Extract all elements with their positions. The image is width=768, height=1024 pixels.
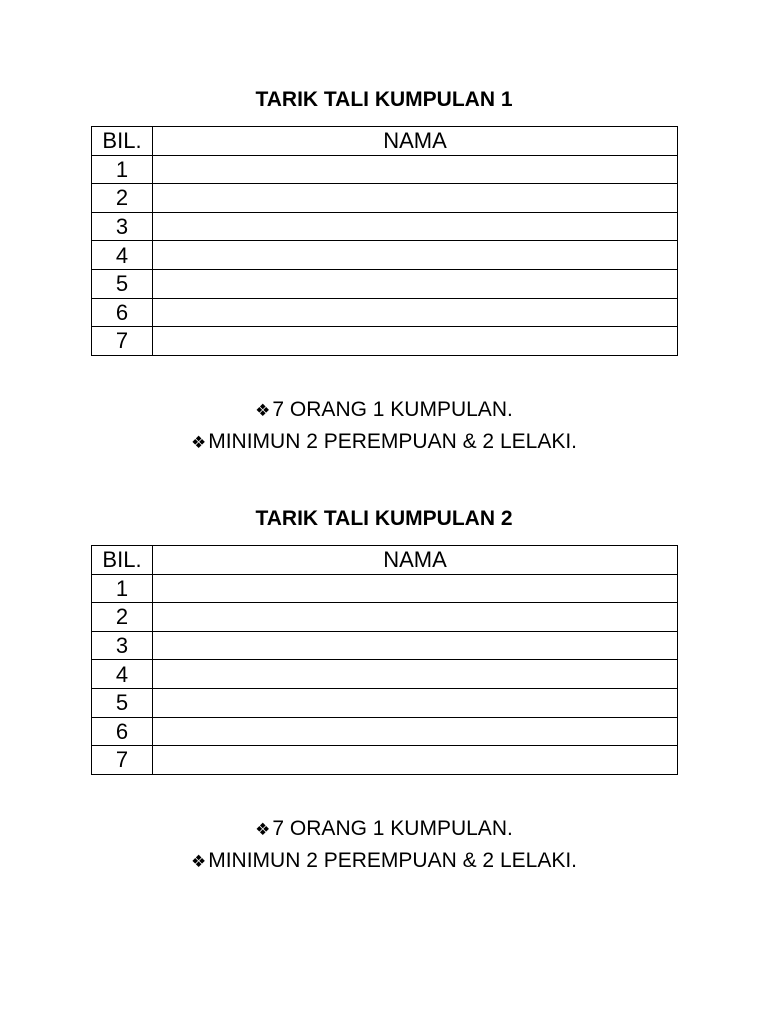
row-number: 3 — [92, 631, 153, 660]
name-cell[interactable] — [153, 660, 678, 689]
name-cell[interactable] — [153, 631, 678, 660]
row-number: 1 — [92, 574, 153, 603]
row-number: 4 — [92, 660, 153, 689]
row-number: 2 — [92, 603, 153, 632]
header-nama: NAMA — [153, 127, 678, 156]
diamond-bullet-icon: ❖ — [190, 852, 207, 871]
diamond-bullet-icon: ❖ — [190, 433, 207, 452]
note-line: ❖7 ORANG 1 KUMPULAN. — [255, 817, 513, 840]
table-row — [92, 298, 678, 327]
row-number: 2 — [92, 184, 153, 213]
group-title: TARIK TALI KUMPULAN 2 — [255, 507, 513, 530]
table-row — [92, 631, 678, 660]
name-cell[interactable] — [153, 269, 678, 298]
table-row — [92, 327, 678, 356]
table-row — [92, 688, 678, 717]
note-line: ❖MINIMUN 2 PEREMPUAN & 2 LELAKI. — [190, 849, 577, 872]
table-row — [92, 717, 678, 746]
diamond-bullet-icon: ❖ — [255, 820, 271, 839]
name-cell[interactable] — [153, 746, 678, 775]
row-number: 4 — [92, 241, 153, 270]
row-number: 7 — [92, 746, 153, 775]
table-header-row — [92, 546, 678, 575]
table-row — [92, 660, 678, 689]
table-row — [92, 212, 678, 241]
row-number: 5 — [92, 688, 153, 717]
note-line: ❖MINIMUN 2 PEREMPUAN & 2 LELAKI. — [190, 430, 577, 453]
header-bil: BIL. — [92, 546, 153, 575]
table-header-row — [92, 127, 678, 156]
table-row — [92, 574, 678, 603]
group-title: TARIK TALI KUMPULAN 1 — [255, 88, 513, 111]
table-row — [92, 184, 678, 213]
name-cell[interactable] — [153, 184, 678, 213]
note-line: ❖7 ORANG 1 KUMPULAN. — [255, 398, 513, 421]
diamond-bullet-icon: ❖ — [255, 401, 271, 420]
group-notes — [0, 394, 768, 458]
group-notes — [0, 813, 768, 877]
name-cell[interactable] — [153, 574, 678, 603]
row-number: 6 — [92, 717, 153, 746]
table-row — [92, 241, 678, 270]
row-number: 5 — [92, 269, 153, 298]
table-row — [92, 269, 678, 298]
table-row — [92, 603, 678, 632]
name-cell[interactable] — [153, 212, 678, 241]
roster-table — [91, 545, 678, 775]
name-cell[interactable] — [153, 327, 678, 356]
header-nama: NAMA — [153, 546, 678, 575]
header-bil: BIL. — [92, 127, 153, 156]
name-cell[interactable] — [153, 298, 678, 327]
name-cell[interactable] — [153, 603, 678, 632]
name-cell[interactable] — [153, 688, 678, 717]
name-cell[interactable] — [153, 155, 678, 184]
roster-table — [91, 126, 678, 356]
row-number: 3 — [92, 212, 153, 241]
name-cell[interactable] — [153, 241, 678, 270]
row-number: 6 — [92, 298, 153, 327]
row-number: 1 — [92, 155, 153, 184]
table-row — [92, 746, 678, 775]
name-cell[interactable] — [153, 717, 678, 746]
row-number: 7 — [92, 327, 153, 356]
table-row — [92, 155, 678, 184]
